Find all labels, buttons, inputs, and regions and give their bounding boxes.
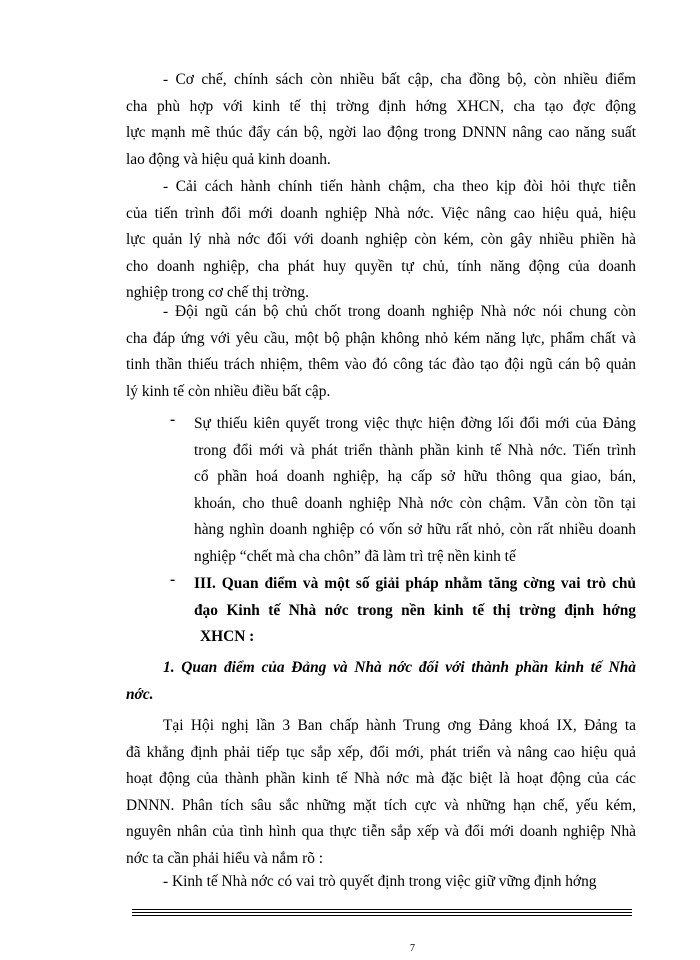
text-line: khoán, cho thuê doanh nghiệp Nhà nớc còn chậm. Vẫn còn tồn tại (194, 494, 636, 512)
text-line: cha đáp ứng với yêu cầu, một bộ phận không nhỏ kém năng lực, phẩm chất và (126, 329, 636, 347)
page-number: 7 (410, 943, 415, 954)
text-line: DNNN. Phân tích sâu sắc những mặt tích cực và những hạn chế, yếu kém, (126, 796, 636, 814)
text-line: - Kinh tế Nhà nớc có vai trò quyết định trong việc giữ vững định hớng (163, 873, 597, 890)
heading-line: nớc. (126, 685, 154, 703)
subheading-party-viewpoint (126, 655, 636, 708)
text-line: Tại Hội nghị lần 3 Ban chấp hành Trung ơng Đảng khoá IX, Đảng ta (163, 717, 636, 734)
text-line: của tiến trình đổi mới doanh nghiệp Nhà nớc. Việc nâng cao hiệu quả, hiệu (126, 204, 636, 222)
text-line: - Cơ chế, chính sách còn nhiều bất cập, cha đồng bộ, còn nhiều điểm (163, 71, 636, 88)
text-line: nguyên nhân của tình hình qua thực tiễn sắp xếp và đổi mới doanh nghiệp Nhà (126, 823, 636, 840)
text-line: cổ phần hoá doanh nghiệp, hạ cấp sở hữu thông qua giao, bán, (194, 468, 636, 485)
heading-line: XHCN : (200, 628, 255, 645)
bullet-item-lack-of-resolve (170, 411, 636, 570)
text-line: cha phù hợp với kinh tế thị trờng định hớng XHCN, cha tạo đợc động (126, 97, 636, 115)
footer-rule (132, 909, 632, 910)
paragraph-policy-mechanism (126, 67, 636, 173)
heading-line: 1. Quan điểm của Đảng và Nhà nớc đối với thành phần kinh tế Nhà (163, 659, 636, 676)
text-line: đã khẳng định phải tiếp tục sắp xếp, đổi mới, phát triển và nâng cao hiệu quả (126, 743, 636, 761)
text-line: lý kinh tế còn nhiều điều bất cập. (126, 382, 331, 400)
text-line: cho doanh nghiệp, cha phát huy quyền tự chủ, tính năng động của doanh (126, 257, 636, 275)
paragraph-conference-3 (126, 713, 636, 872)
text-line: nghiệp trong cơ chế thị trờng. (126, 284, 309, 301)
text-line: Sự thiếu kiên quyết trong việc thực hiện đờng lối đổi mới của Đảng (194, 415, 636, 432)
bullet-mark: - (170, 411, 176, 428)
text-line: - Cải cách hành chính tiến hành chậm, cha theo kịp đòi hỏi thực tiễn (163, 178, 636, 195)
text-line: nghiệp “chết mà cha chôn” đã làm trì trệ nền kinh tế (194, 547, 516, 565)
text-line: tinh thần thiếu trách nhiệm, thêm vào đó công tác đào tạo đội ngũ cán bộ quản (126, 356, 636, 373)
heading-line: III. Quan điểm và một số giải pháp nhằm tăng cờng vai trò chủ (194, 575, 636, 592)
paragraph-admin-reform (126, 174, 636, 307)
text-line: - Đội ngũ cán bộ chủ chốt trong doanh nghiệp Nhà nớc nói chung còn (163, 303, 636, 320)
text-line: nớc ta cần phải hiểu và nắm rõ : (126, 849, 324, 867)
footer-rule (132, 912, 632, 913)
text-line: hoạt động của thành phần kinh tế Nhà nớc mà đặc biệt là hoạt động của các (126, 770, 636, 787)
section-heading-iii (170, 571, 636, 651)
paragraph-key-staff (126, 299, 636, 405)
bullet-mark: - (170, 571, 176, 588)
text-line: hàng nghìn doanh nghiệp có vốn sở hữu rất nhỏ, còn rất nhiều doanh (194, 521, 636, 538)
heading-line: đạo Kinh tế Nhà nớc trong nền kinh tế thị trờng định hớng (194, 601, 636, 619)
text-line: lực mạnh mẽ thúc đẩy cán bộ, ngời lao động trong DNNN nâng cao năng suất (126, 124, 636, 141)
footer-rule (132, 915, 632, 916)
paragraph-state-economy-role (126, 869, 636, 896)
text-line: lao động và hiệu quả kinh doanh. (126, 150, 331, 168)
text-line: lực quản lý nhà nớc đối với doanh nghiệp còn kém, còn gây nhiều phiền hà (126, 231, 636, 248)
text-line: trong đổi mới và phát triển thành phần kinh tế Nhà nớc. Tiến trình (194, 441, 636, 459)
